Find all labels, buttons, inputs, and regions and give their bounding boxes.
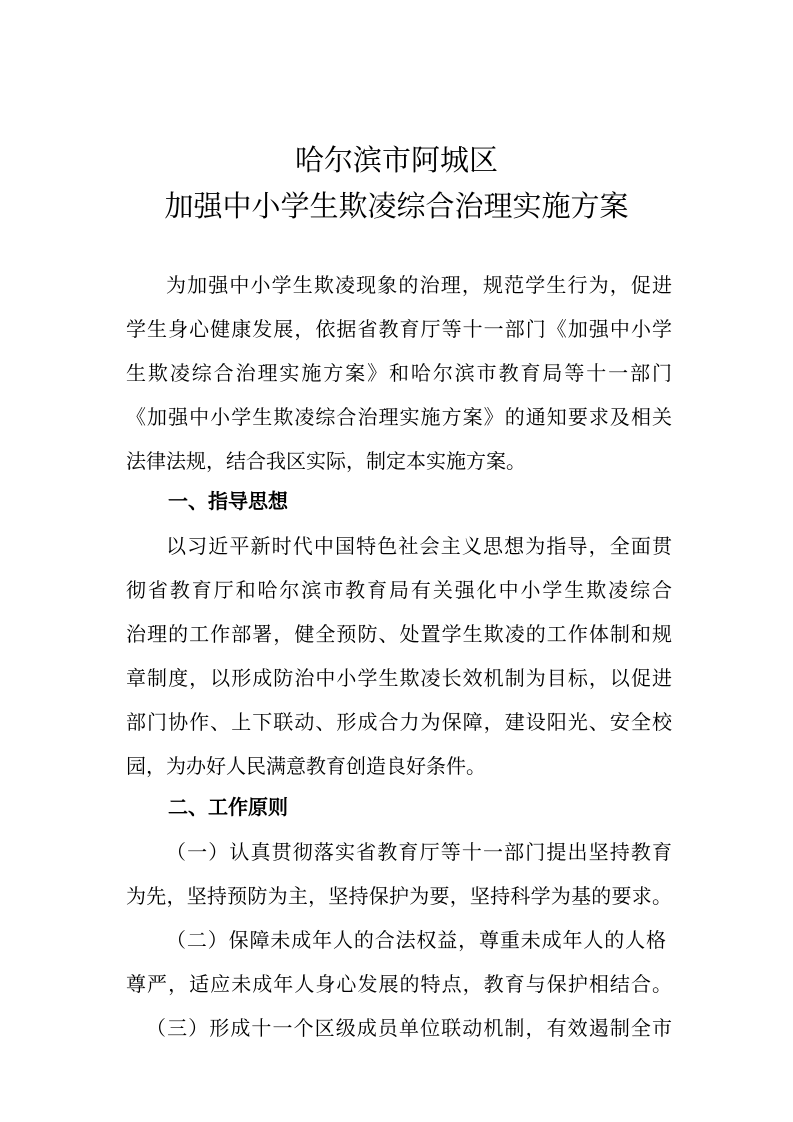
section-heading-working-principles: 二、工作原则	[168, 795, 288, 819]
section-heading-guiding-ideology: 一、指导思想	[168, 489, 288, 513]
intro-line-3: 生欺凌综合治理实施方案》和哈尔滨市教育局等十一部门	[126, 361, 672, 385]
section2-line-4: 尊严，适应未成年人身心发展的特点，教育与保护相结合。	[126, 972, 672, 996]
section1-line-6: 园，为办好人民满意教育创造良好条件。	[126, 754, 486, 778]
section1-line-2: 彻省教育厅和哈尔滨市教育局有关强化中小学生欺凌综合	[126, 578, 672, 602]
intro-line-2: 学生身心健康发展，依据省教育厅等十一部门《加强中小学	[126, 317, 672, 341]
section2-line-1: （一）认真贯彻落实省教育厅等十一部门提出坚持教育	[166, 840, 672, 864]
section1-line-1: 以习近平新时代中国特色社会主义思想为指导，全面贯	[166, 534, 672, 558]
document-title-line-2: 加强中小学生欺凌综合治理实施方案	[164, 189, 629, 223]
section1-line-3: 治理的工作部署，健全预防、处置学生欺凌的工作体制和规	[126, 622, 672, 646]
section1-line-5: 部门协作、上下联动、形成合力为保障，建设阳光、安全校	[126, 710, 672, 734]
section2-line-5: （三）形成十一个区级成员单位联动机制，有效遏制全市	[146, 1016, 672, 1040]
section1-line-4: 章制度，以形成防治中小学生欺凌长效机制为目标，以促进	[126, 666, 672, 690]
document-title-line-1: 哈尔滨市阿城区	[294, 143, 498, 177]
section2-line-2: 为先，坚持预防为主，坚持保护为要，坚持科学为基的要求。	[126, 884, 672, 908]
intro-line-4: 《加强中小学生欺凌综合治理实施方案》的通知要求及相关	[126, 405, 672, 429]
intro-line-5: 法律法规，结合我区实际，制定本实施方案。	[126, 449, 526, 473]
intro-line-1: 为加强中小学生欺凌现象的治理，规范学生行为，促进	[166, 273, 672, 297]
section2-line-3: （二）保障未成年人的合法权益，尊重未成年人的人格	[166, 928, 666, 952]
